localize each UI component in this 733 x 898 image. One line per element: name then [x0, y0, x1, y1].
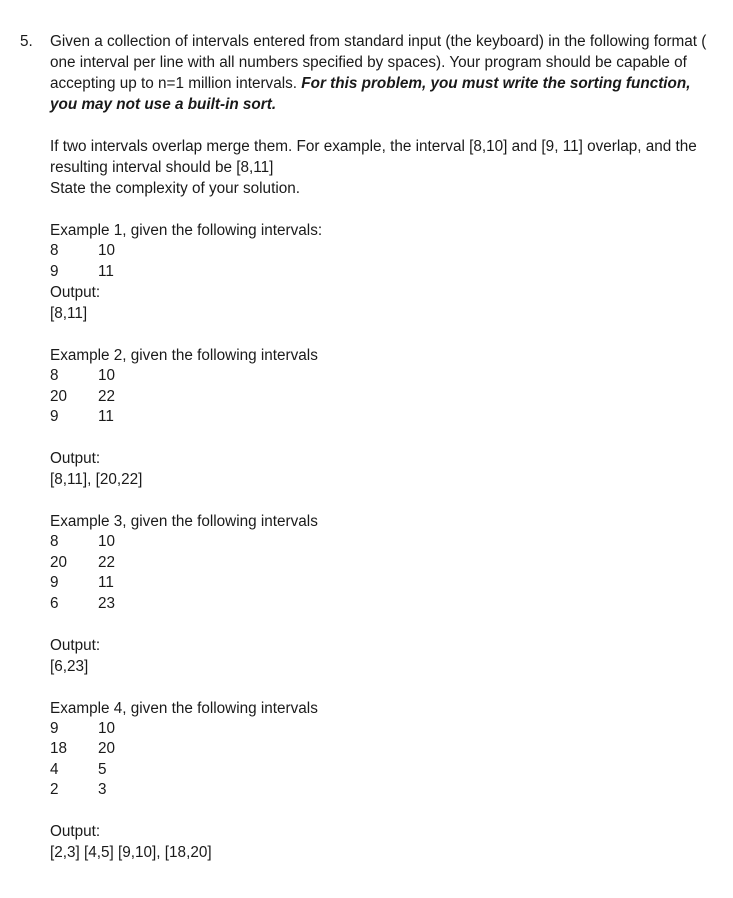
- output-value: [8,11], [20,22]: [50, 471, 143, 488]
- overlap-rule: If two intervals overlap merge them. For example, the interval [8,10] and [9, 11] overlap, and the resulting interval should be [8,11]: [50, 138, 697, 176]
- output-value: [8,11]: [50, 305, 88, 322]
- problem-description-text: Given a collection of intervals entered from standard input (the keyboard) in the following format ( one interval per line with all numbers specified by spaces). Your program should be capable of accepting up to n=1 million intervals.: [50, 33, 707, 92]
- interval-start: 20: [50, 387, 68, 405]
- interval-start: 8: [50, 533, 59, 550]
- example-title: Example 2, given the following intervals: [50, 347, 318, 364]
- output-label: Output:: [50, 450, 101, 467]
- interval-row: [50, 366, 715, 387]
- problem-number: 5.: [20, 33, 33, 50]
- interval-end: 22: [98, 387, 116, 405]
- interval-row: [50, 760, 715, 781]
- example-title: Example 1, given the following intervals:: [50, 222, 323, 239]
- sorting-requirement: For this problem, you must write the sorting function, you may not use a built-in sort.: [50, 75, 691, 113]
- output-label: Output:: [50, 284, 101, 301]
- interval-start: 9: [50, 574, 59, 591]
- interval-row: [50, 387, 715, 408]
- example-title: Example 4, given the following intervals: [50, 699, 318, 717]
- interval-end: 22: [98, 553, 116, 571]
- interval-end: 20: [98, 740, 116, 757]
- problem-content: [50, 31, 715, 863]
- interval-row: [50, 553, 715, 574]
- example-2: [50, 345, 715, 490]
- interval-row: [50, 262, 715, 283]
- interval-row: [50, 573, 715, 594]
- interval-start: 9: [50, 719, 59, 737]
- interval-start: 18: [50, 740, 68, 757]
- example-1: [50, 220, 715, 324]
- problem-description: [50, 31, 715, 115]
- interval-start: 20: [50, 553, 68, 571]
- interval-end: 11: [98, 262, 114, 280]
- interval-start: 4: [50, 760, 59, 778]
- interval-end: 3: [98, 781, 107, 798]
- interval-end: 10: [98, 719, 116, 737]
- interval-row: [50, 739, 715, 760]
- blank-line: [50, 614, 715, 635]
- interval-end: 23: [98, 594, 116, 612]
- interval-start: 2: [50, 781, 59, 798]
- interval-row: [50, 532, 715, 553]
- output-label: Output:: [50, 636, 101, 654]
- interval-start: 9: [50, 262, 59, 280]
- example-title: Example 3, given the following intervals: [50, 513, 318, 530]
- example-4: [50, 698, 715, 864]
- interval-end: 11: [98, 574, 114, 591]
- examples-list: [50, 220, 715, 863]
- blank-line: [50, 428, 715, 449]
- interval-start: 8: [50, 367, 59, 384]
- blank-line: [50, 801, 715, 822]
- interval-row: [50, 407, 715, 428]
- interval-row: [50, 719, 715, 740]
- complexity-prompt: State the complexity of your solution.: [50, 180, 300, 197]
- interval-end: 10: [98, 533, 116, 550]
- output-value: [6,23]: [50, 657, 89, 675]
- interval-start: 9: [50, 408, 59, 425]
- interval-start: 8: [50, 242, 59, 259]
- interval-end: 11: [98, 408, 114, 425]
- interval-end: 10: [98, 367, 116, 384]
- interval-row: [50, 241, 715, 262]
- interval-end: 10: [98, 242, 116, 259]
- interval-end: 5: [98, 760, 107, 778]
- interval-start: 6: [50, 594, 59, 612]
- output-value: [2,3] [4,5] [9,10], [18,20]: [50, 844, 212, 861]
- example-3: [50, 511, 715, 677]
- interval-row: [50, 780, 715, 801]
- output-label: Output:: [50, 823, 101, 840]
- interval-row: [50, 594, 715, 615]
